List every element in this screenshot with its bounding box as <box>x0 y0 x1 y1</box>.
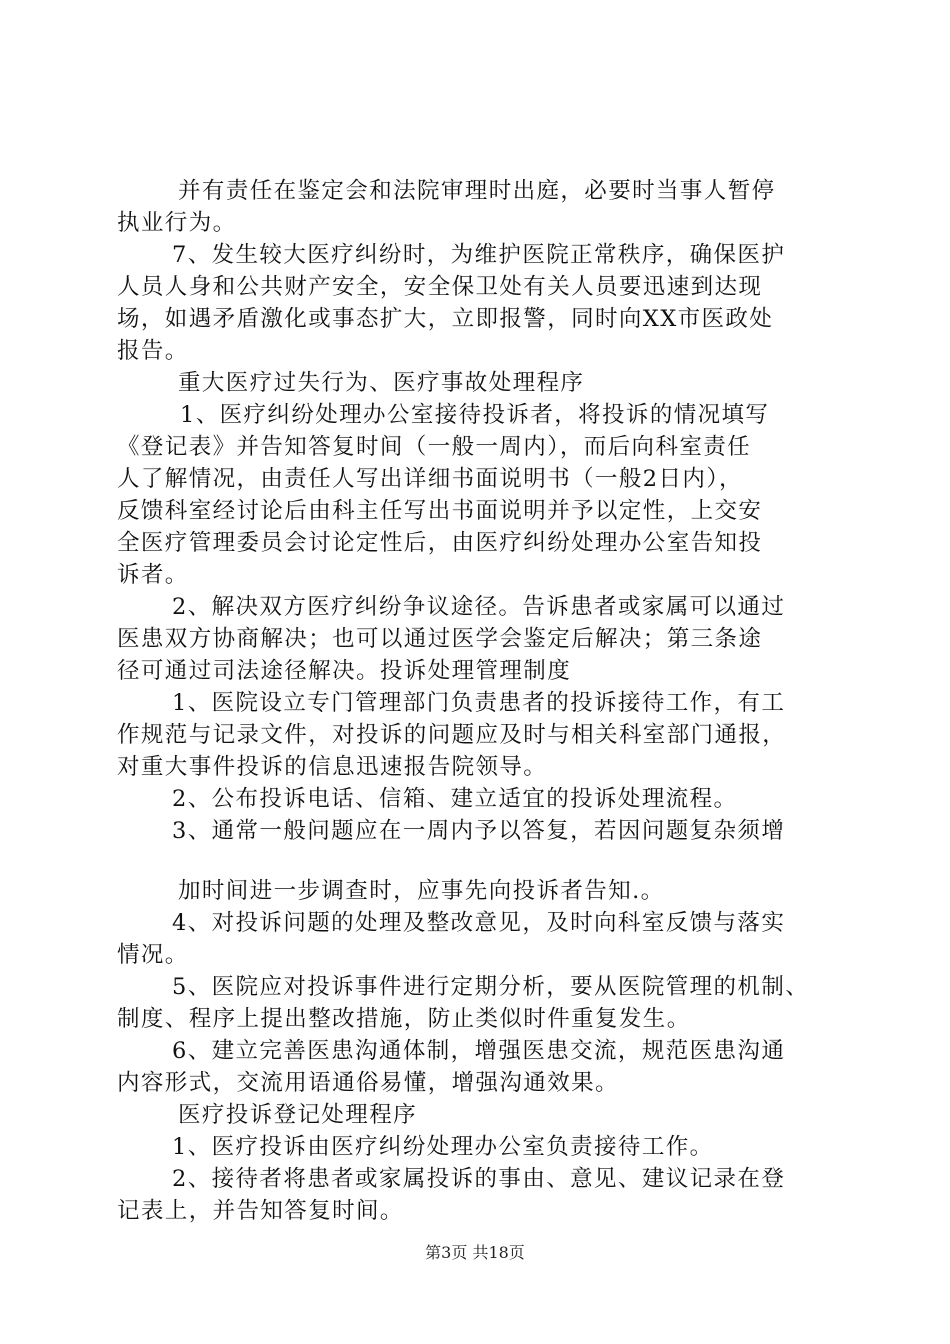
text-line: 2、解决双方医疗纠纷争议途径。告诉患者或家属可以通过 <box>172 594 786 620</box>
text-line: 5、医院应对投诉事件进行定期分析，要从医院管理的机制、 <box>172 974 810 1000</box>
text-line: 3、通常一般问题应在一周内予以答复，若因问题复杂须增 <box>172 818 786 844</box>
text-line: 4、对投诉问题的处理及整改意见，及时向科室反馈与落实 <box>172 910 786 936</box>
text-line: 记表上，并告知答复时间。 <box>117 1198 404 1224</box>
text-line: 医患双方协商解决；也可以通过医学会鉴定后解决；第三条途 <box>117 626 763 652</box>
text-line: 执业行为。 <box>117 210 237 236</box>
text-line: 报告。 <box>117 338 189 364</box>
page-number: 第3页 共18页 <box>425 1243 525 1262</box>
text-line: 1、医疗投诉由医疗纠纷处理办公室负责接待工作。 <box>172 1134 714 1160</box>
text-line: 情况。 <box>117 942 189 968</box>
text-line: 加时间进一步调查时，应事先向投诉者告知.。 <box>178 878 665 904</box>
section-heading: 重大医疗过失行为、医疗事故处理程序 <box>178 370 585 396</box>
text-line: 人了解情况，由责任人写出详细书面说明书（一般2日内）， <box>117 466 743 492</box>
text-line: 1、医疗纠纷处理办公室接待投诉者，将投诉的情况填写 <box>180 402 770 428</box>
text-line: 诉者。 <box>117 562 189 588</box>
text-line: 并有责任在鉴定会和法院审理时出庭，必要时当事人暂停 <box>178 178 776 204</box>
text-line: 径可通过司法途径解决。投诉处理管理制度 <box>117 658 572 684</box>
text-line: 6、建立完善医患沟通体制，增强医患交流，规范医患沟通 <box>172 1038 786 1064</box>
text-line: 对重大事件投诉的信息迅速报告院领导。 <box>117 754 548 780</box>
section-heading: 医疗投诉登记处理程序 <box>178 1102 418 1128</box>
text-line: 制度、程序上提出整改措施，防止类似时件重复发生。 <box>117 1006 691 1032</box>
text-line: 全医疗管理委员会讨论定性后，由医疗纠纷处理办公室告知投 <box>117 530 763 556</box>
text-line: 7、发生较大医疗纠纷时，为维护医院正常秩序，确保医护 <box>172 242 786 268</box>
text-line: 人员人身和公共财产安全，安全保卫处有关人员要迅速到达现 <box>117 274 763 300</box>
text-line: 场，如遇矛盾激化或事态扩大，立即报警，同时向XX市医政处 <box>117 306 774 332</box>
text-line: 1、医院设立专门管理部门负责患者的投诉接待工作，有工 <box>172 690 786 716</box>
text-line: 反馈科室经讨论后由科主任写出书面说明并予以定性，上交安 <box>117 498 763 524</box>
text-line: 2、接待者将患者或家属投诉的事由、意见、建议记录在登 <box>172 1166 786 1192</box>
text-line: 作规范与记录文件，对投诉的问题应及时与相关科室部门通报， <box>117 722 787 748</box>
text-line: 《登记表》并告知答复时间（一般一周内），而后向科室责任 <box>117 434 752 460</box>
text-line: 2、公布投诉电话、信箱、建立适宜的投诉处理流程。 <box>172 786 738 812</box>
text-line: 内容形式，交流用语通俗易懂，增强沟通效果。 <box>117 1070 619 1096</box>
